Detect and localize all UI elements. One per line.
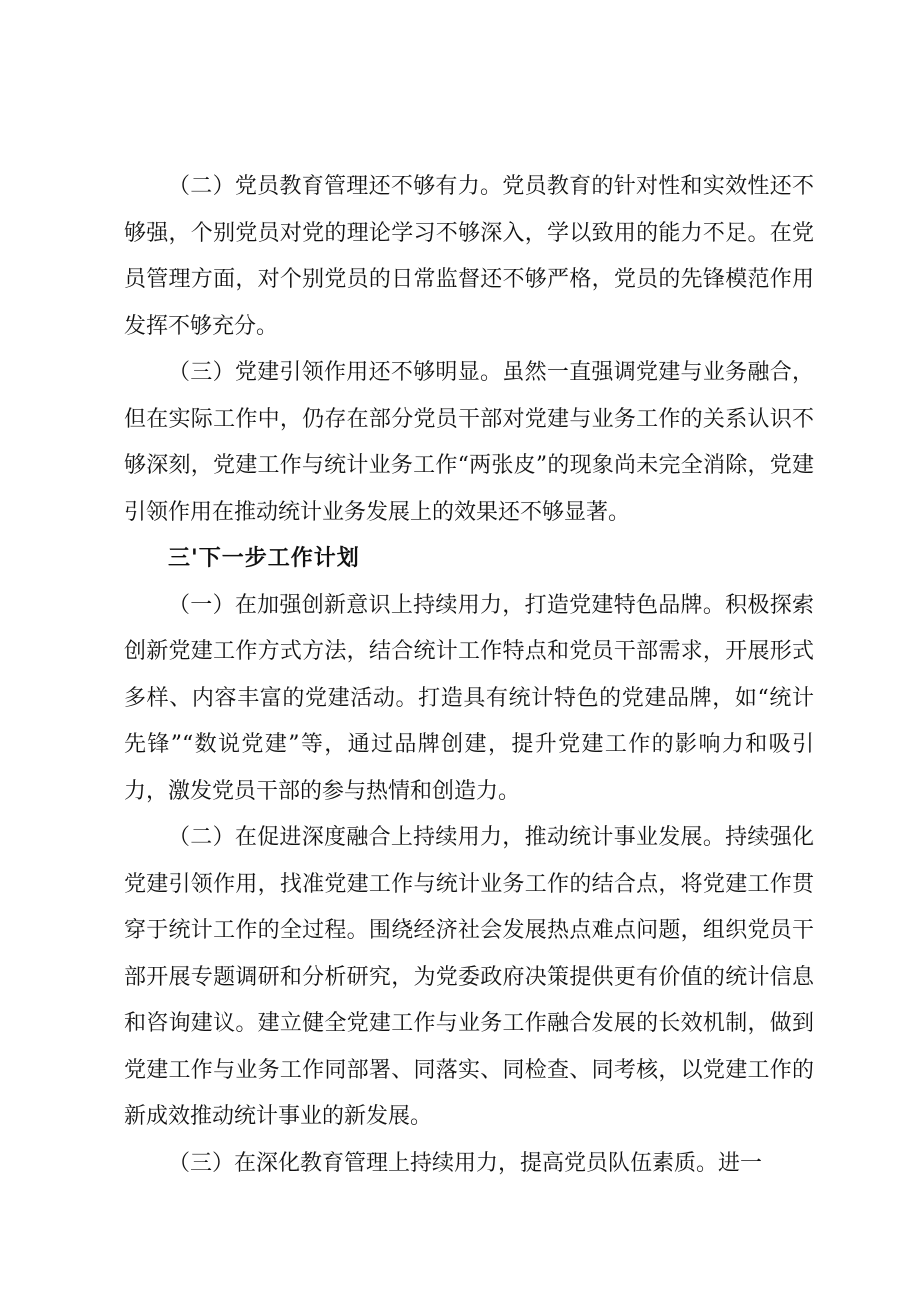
paragraph-innovation-brand: （一）在加强创新意识上持续用力，打造党建特色品牌。积极探索创新党建工作方式方法，结合统计工作特点和党员干部需求，开展形式多样、内容丰富的党建活动。打造具有统计特色的党建品牌，如“统计先锋”“数说党建”等，通过品牌创建，提升党建工作的影响力和吸引力，激发党员干部的参与热情和创造力。 bbox=[124, 592, 814, 804]
paragraph-member-education: （二）党员教育管理还不够有力。党员教育的针对性和实效性还不够强，个别党员对党的理论学习不够深入，学以致用的能力不足。在党员管理方面，对个别党员的日常监督还不够严格，党员的先锋模范作用发挥不够充分。 bbox=[124, 174, 814, 339]
document-body bbox=[124, 164, 814, 1187]
paragraph-education-management: （三）在深化教育管理上持续用力，提高党员队伍素质。进一 bbox=[168, 1150, 763, 1176]
section-heading-next-steps: 三'下一步工作计划 bbox=[168, 546, 360, 571]
paragraph-deep-integration: （二）在促进深度融合上持续用力，推动统计事业发展。持续强化党建引领作用，找准党建工作与统计业务工作的结合点，将党建工作贯穿于统计工作的全过程。围绕经济社会发展热点难点问题，组织党员干部开展专题调研和分析研究，为党委政府决策提供更有价值的统计信息和咨询建议。建立健全党建工作与业务工作融合发展的长效机制，做到党建工作与业务工作同部署、同落实、同检查、同考核，以党建工作的新成效推动统计事业的新发展。 bbox=[124, 825, 814, 1129]
paragraph-party-leadership: （三）党建引领作用还不够明显。虽然一直强调党建与业务融合，但在实际工作中，仍存在部分党员干部对党建与业务工作的关系认识不够深刻，党建工作与统计业务工作“两张皮”的现象尚未完全消除，党建引领作用在推动统计业务发展上的效果还不够显著。 bbox=[124, 360, 814, 525]
